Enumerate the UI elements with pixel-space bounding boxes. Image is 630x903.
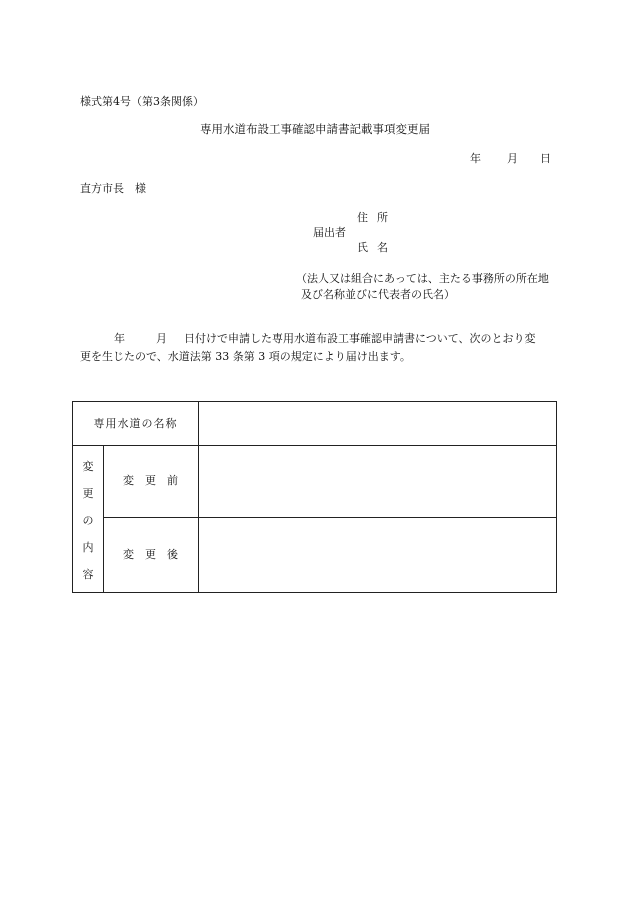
water-supply-name-label: 専用水道の名称 bbox=[93, 417, 178, 430]
table-rule bbox=[103, 517, 556, 518]
address-label: 住所 bbox=[357, 211, 397, 224]
body-line-1 bbox=[80, 330, 556, 348]
change-table bbox=[72, 401, 557, 593]
change-content-char: 変 bbox=[82, 460, 94, 473]
body-month: 月 bbox=[156, 332, 167, 345]
notifier-label: 届出者 bbox=[313, 226, 346, 239]
after-change-label: 変更後 bbox=[123, 548, 189, 561]
document-title: 専用水道布設工事確認申請書記載事項変更届 bbox=[200, 122, 430, 136]
change-content-char: の bbox=[82, 514, 94, 527]
change-content-char: 更 bbox=[82, 487, 94, 500]
body-text bbox=[80, 330, 556, 366]
addressee: 直方市長 様 bbox=[80, 182, 146, 195]
change-content-char: 内 bbox=[82, 541, 94, 554]
table-rule bbox=[198, 402, 199, 592]
table-rule bbox=[103, 445, 104, 592]
table-rule bbox=[73, 445, 556, 446]
body-line1-rest: 日付けで申請した専用水道布設工事確認申請書について、次のとおり変 bbox=[184, 332, 536, 345]
change-content-char: 容 bbox=[82, 568, 94, 581]
name-label: 氏名 bbox=[357, 241, 397, 254]
before-change-label: 変更前 bbox=[123, 474, 189, 487]
form-number: 様式第4号（第3条関係） bbox=[80, 95, 204, 108]
corporate-note-line2: 及び名称並びに代表者の氏名） bbox=[301, 288, 455, 301]
date-day-label: 日 bbox=[540, 152, 551, 165]
change-content-label bbox=[73, 458, 103, 593]
corporate-note-line1: （法人又は組合にあっては、主たる事務所の所在地 bbox=[296, 272, 549, 285]
body-line-2: 更を生じたので、水道法第 33 条第 3 項の規定により届け出ます。 bbox=[80, 350, 411, 363]
date-month-label: 月 bbox=[507, 152, 518, 165]
body-year: 年 bbox=[114, 332, 125, 345]
date-year-label: 年 bbox=[470, 152, 481, 165]
